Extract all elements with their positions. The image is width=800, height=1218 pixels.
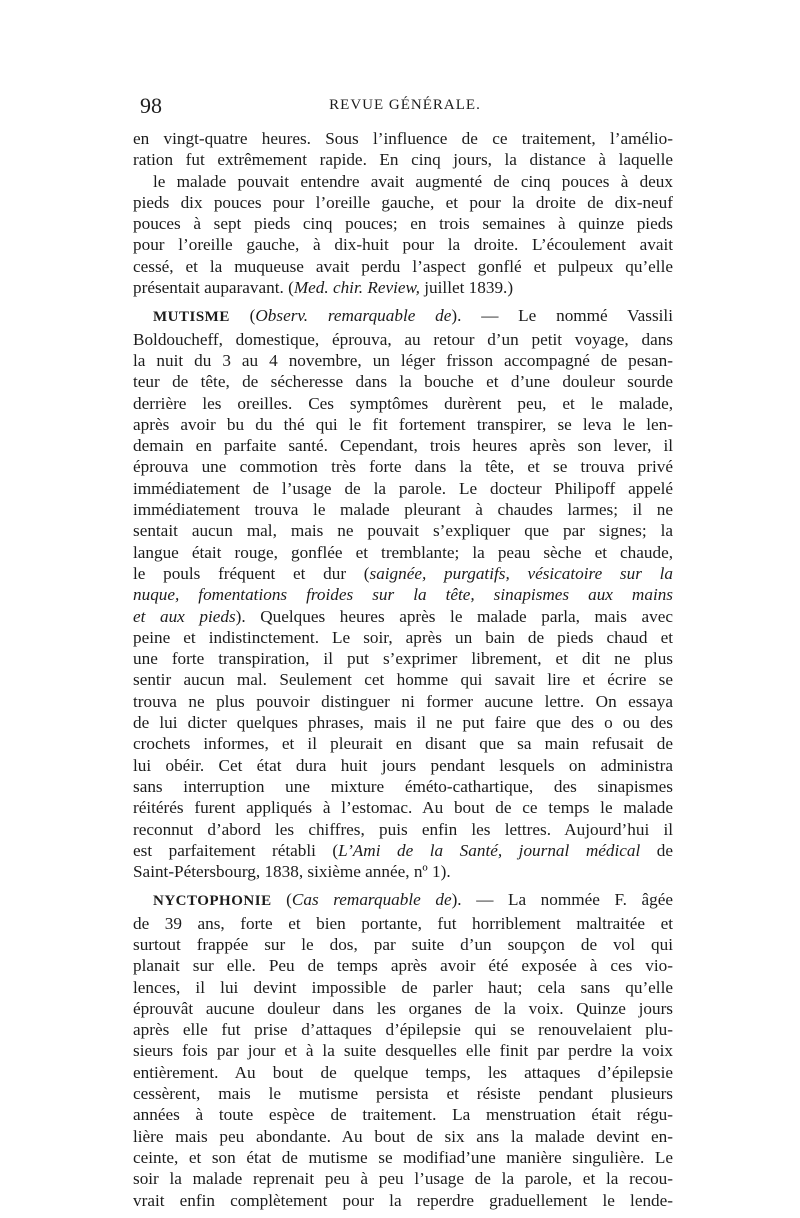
text-run: juillet 1839.) bbox=[419, 278, 514, 298]
text-line: nuque, fomentations froides sur la tête, sinapismes aux mains bbox=[133, 585, 673, 605]
text-line: éprouvât aucune douleur dans les organes de la voix. Quinze jours bbox=[133, 998, 673, 1018]
citation-italic: Med. chir. Review, bbox=[293, 278, 420, 298]
text-line: après avoir bu du thé qui le fit fortement transpirer, se leva le len- bbox=[133, 414, 673, 434]
text-line: ceinte, et son état de mutisme se modifiad’une manière singulière. Le bbox=[133, 1147, 673, 1167]
citation-italic: L’Ami de la Santé, journal médical bbox=[338, 840, 641, 860]
text-line: pieds dix pouces pour l’oreille gauche, et pour la droite de dix-neuf bbox=[133, 192, 673, 212]
text-line bbox=[133, 889, 673, 912]
text-line: immédiatement trouva le malade pleurant à chaudes larmes; il ne bbox=[133, 500, 673, 520]
text-line: derrière les oreilles. Ces symptômes durèrent peu, et le malade, bbox=[133, 393, 673, 413]
text-line: crochets informes, et il pleurait en disant que sa main refusait de bbox=[133, 734, 673, 754]
text-line: immédiatement de l’usage de la parole. Le docteur Philipoff appelé bbox=[133, 478, 673, 498]
text-line: Boldoucheff, domestique, éprouva, au retour d’un petit voyage, dans bbox=[133, 329, 673, 349]
text-line: sieurs fois par jour et à la suite desquelles elle finit par perdre la voix bbox=[133, 1041, 673, 1061]
text-line: le malade pouvait entendre avait augmenté de cinq pouces à deux bbox=[153, 171, 673, 191]
text-line bbox=[133, 305, 673, 328]
section-term: NYCTOPHONIE bbox=[153, 893, 272, 910]
text-line: reconnut d’abord les chiffres, puis enfin les lettres. Aujourd’hui il bbox=[133, 819, 673, 839]
text-run: de bbox=[640, 840, 673, 860]
text-run: le pouls fréquent et dur ( bbox=[133, 563, 370, 583]
text-line: sans interruption une mixture éméto-cathartique, des sinapismes bbox=[133, 776, 673, 796]
text-line: une forte transpiration, il put s’exprimer librement, et dit ne plus bbox=[133, 649, 673, 669]
text-line bbox=[133, 606, 673, 627]
paragraph-mutisme bbox=[133, 305, 673, 882]
text-line: lui obéir. Cet état dura huit jours pendant lesquels on administra bbox=[133, 755, 673, 775]
text-run: ). — La nommée F. âgée bbox=[451, 890, 674, 910]
text-body bbox=[133, 128, 673, 1218]
text-line: de lui dicter quelques phrases, mais il ne put faire que des o ou des bbox=[133, 713, 673, 733]
text-run: est parfaitement rétabli ( bbox=[133, 840, 339, 860]
text-line bbox=[133, 277, 673, 298]
page-header bbox=[140, 93, 670, 123]
text-line: cessèrent, mais le mutisme persista et résiste pendant plusieurs bbox=[133, 1084, 673, 1104]
text-line: après elle fut prise d’attaques d’épilepsie qui se renouvelaient plu- bbox=[133, 1020, 673, 1040]
text-line: cessé, et la muqueuse avait perdu l’aspect gonflé et pulpeux qu’elle bbox=[133, 256, 673, 276]
paragraph-continued bbox=[133, 128, 673, 298]
running-title: REVUE GÉNÉRALE. bbox=[329, 97, 481, 113]
text-line: de 39 ans, forte et bien portante, fut horriblement maltraitée et bbox=[133, 913, 673, 933]
text-line: pouces à sept pieds cinq pouces; en trois semaines à quinze pieds bbox=[133, 214, 673, 234]
subtitle-italic: Cas remarquable de bbox=[291, 890, 452, 910]
text-line: demain en parfaite santé. Cependant, trois heures après son lever, il bbox=[133, 436, 673, 456]
text-line: peine et indistinctement. Le soir, après un bain de pieds chaud et bbox=[133, 627, 673, 647]
paragraph-nyctophonie bbox=[133, 889, 673, 1210]
text-line: ration fut extrêmement rapide. En cinq jours, la distance à laquelle bbox=[133, 150, 673, 170]
text-line: entièrement. Au bout de quelque temps, les attaques d’épilepsie bbox=[133, 1062, 673, 1082]
section-term: MUTISME bbox=[153, 309, 230, 326]
text-line: sentir aucun mal. Seulement cet homme qui savait lire et écrire se bbox=[133, 670, 673, 690]
treatment-italic: et aux pieds bbox=[133, 606, 236, 626]
text-line: éprouva une commotion très forte dans la tête, et se trouva privé bbox=[133, 457, 673, 477]
page-number: 98 bbox=[140, 93, 162, 118]
text-run: ). — Le nommé Vassili bbox=[451, 306, 673, 326]
text-line: en vingt-quatre heures. Sous l’influence de ce traitement, l’amélio- bbox=[133, 129, 673, 148]
text-line: soir la malade reprenait peu à peu l’usage de la parole, et la recou- bbox=[133, 1169, 673, 1189]
text-line: années à toute espèce de traitement. La menstruation était régu- bbox=[133, 1105, 673, 1125]
text-line: pour l’oreille gauche, à dix-huit pour la droite. L’écoulement avait bbox=[133, 235, 673, 255]
text-line: sentait aucun mal, mais ne pouvait s’expliquer que par signes; la bbox=[133, 521, 673, 541]
text-line: vrait enfin complètement pour la reperdre graduellement le lende- bbox=[133, 1190, 673, 1210]
text-line: la nuit du 3 au 4 novembre, un léger frisson accompagné de pesan- bbox=[133, 350, 673, 370]
text-line bbox=[133, 563, 673, 584]
text-line bbox=[133, 840, 673, 861]
text-line: lences, il lui devint impossible de parler haut; cela sans qu’elle bbox=[133, 977, 673, 997]
text-line: surtout frappée sur le dos, par suite d’un soupçon de vol qui bbox=[133, 934, 673, 954]
text-run: ( bbox=[229, 306, 256, 326]
text-run: présentait auparavant. ( bbox=[133, 278, 294, 298]
text-line: lière mais peu abondante. Au bout de six ans la malade devint en- bbox=[133, 1126, 673, 1146]
text-line: teur de tête, de sécheresse dans la bouche et d’une douleur sourde bbox=[133, 372, 673, 392]
text-run: ( bbox=[271, 890, 292, 910]
text-line: réitérés furent appliqués à l’estomac. Au bout de ce temps le malade bbox=[133, 798, 673, 818]
treatment-italic: saignée, purgatifs, vésicatoire sur la bbox=[369, 563, 673, 583]
text-run: ). Quelques heures après le malade parla, mais avec bbox=[235, 606, 673, 626]
subtitle-italic: Observ. remarquable de bbox=[255, 306, 452, 326]
text-line: planait sur elle. Peu de temps après avoir été exposée à ces vio- bbox=[133, 956, 673, 976]
text-line: Saint-Pétersbourg, 1838, sixième année, nº 1). bbox=[133, 862, 451, 882]
text-line: langue était rouge, gonflée et tremblante; la peau sèche et chaude, bbox=[133, 542, 673, 562]
text-line: trouva ne plus pouvoir distinguer ni former aucune lettre. On essaya bbox=[133, 691, 673, 711]
